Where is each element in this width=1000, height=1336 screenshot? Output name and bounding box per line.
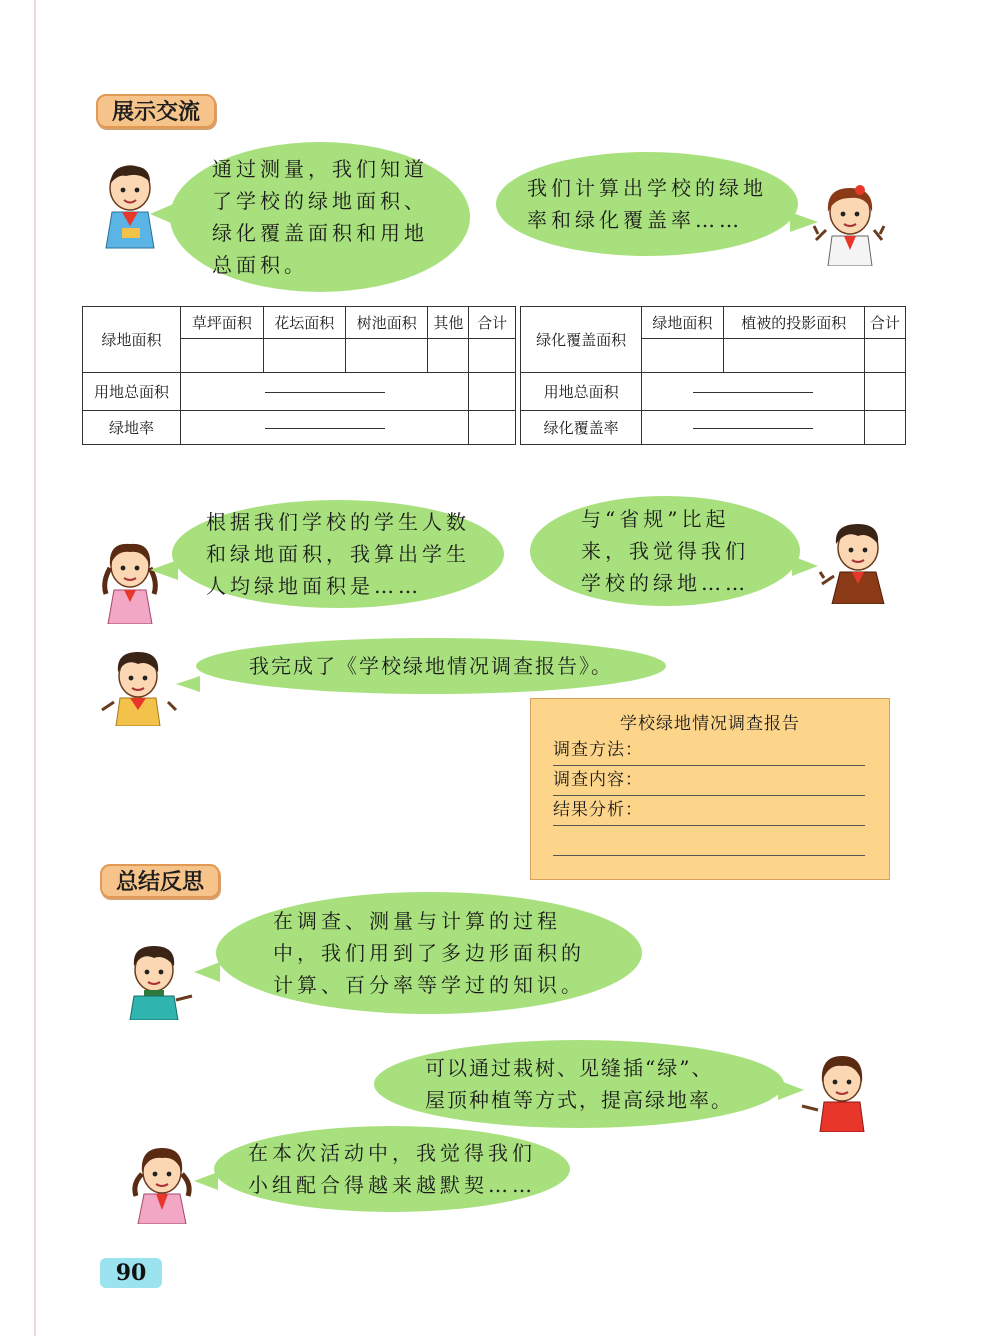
bubble-3-text: 根据我们学校的学生人数 和绿地面积，我算出学生 人均绿地面积是…… <box>206 510 470 598</box>
speech-bubble-5 <box>196 638 666 694</box>
col-other: 其他 <box>428 307 469 339</box>
report-content-line[interactable]: 调查内容： <box>553 767 865 796</box>
report-title: 学校绿地情况调查报告 <box>620 714 800 734</box>
speech-bubble-1 <box>170 142 470 292</box>
report-extra-line[interactable] <box>553 827 865 856</box>
cell-empty-4 <box>864 411 905 445</box>
section-title-share: 展示交流 <box>96 94 216 128</box>
col-total: 合计 <box>469 307 516 339</box>
cell-empty-3 <box>864 373 905 411</box>
speech-bubble-3 <box>172 500 504 608</box>
girl-illustration-1 <box>812 182 886 266</box>
input-cell-lawn[interactable] <box>181 339 263 373</box>
col-treepit-area: 树池面积 <box>346 307 428 339</box>
speech-bubble-2 <box>496 152 798 256</box>
survey-report-card <box>530 698 890 880</box>
label-green-rate: 绿地率 <box>83 411 181 445</box>
speech-bubble-4 <box>530 496 800 606</box>
bubble-4-tail <box>792 556 818 576</box>
input-land-total-area-right[interactable] <box>642 373 865 411</box>
input-land-total-area[interactable] <box>181 373 469 411</box>
boy-illustration-4 <box>118 944 194 1020</box>
label-green-area: 绿地面积 <box>83 307 181 373</box>
bubble-8-text: 在本次活动中，我觉得我们 小组配合得越来越默契…… <box>248 1141 536 1197</box>
bubble-8-tail <box>194 1172 218 1190</box>
input-cell-other[interactable] <box>428 339 469 373</box>
bubble-7-text: 可以通过栽树、见缝插“绿”、 屋顶种植等方式，提高绿地率。 <box>425 1056 733 1112</box>
input-cell-total-right[interactable] <box>864 339 905 373</box>
speech-bubble-8 <box>214 1126 570 1212</box>
girl-illustration-4 <box>124 1144 200 1224</box>
girl-illustration-2 <box>96 538 166 624</box>
input-cell-green-area[interactable] <box>642 339 723 373</box>
col-total-right: 合计 <box>864 307 905 339</box>
girl-illustration-3 <box>800 1052 876 1132</box>
bubble-6-tail <box>194 962 220 982</box>
label-land-total-area-right: 用地总面积 <box>521 373 642 411</box>
green-area-table <box>82 306 516 445</box>
col-flowerbed-area: 花坛面积 <box>263 307 345 339</box>
label-green-coverage-area: 绿化覆盖面积 <box>521 307 642 373</box>
input-cell-total[interactable] <box>469 339 516 373</box>
label-land-total-area: 用地总面积 <box>83 373 181 411</box>
input-cell-projection[interactable] <box>723 339 864 373</box>
col-lawn-area: 草坪面积 <box>181 307 263 339</box>
bubble-5-tail <box>176 676 200 692</box>
col-vegetation-projection-area: 植被的投影面积 <box>723 307 864 339</box>
report-method-line[interactable]: 调查方法： <box>553 737 865 766</box>
boy-illustration-3 <box>98 650 178 726</box>
bubble-3-tail <box>150 560 178 580</box>
input-cell-treepit[interactable] <box>346 339 428 373</box>
page-edge-line <box>34 0 36 1336</box>
label-green-coverage-rate: 绿化覆盖率 <box>521 411 642 445</box>
cell-empty-2 <box>469 411 516 445</box>
bubble-4-text: 与“省规”比起 来，我觉得我们 学校的绿地…… <box>581 507 749 595</box>
boy-illustration-2 <box>818 520 892 604</box>
cell-empty-1 <box>469 373 516 411</box>
bubble-6-text: 在调查、测量与计算的过程 中，我们用到了多边形面积的 计算、百分率等学过的知识。 <box>273 909 585 997</box>
green-coverage-table <box>520 306 906 445</box>
col-green-area: 绿地面积 <box>642 307 723 339</box>
input-green-rate[interactable] <box>181 411 469 445</box>
bubble-1-text: 通过测量，我们知道 了学校的绿地面积、 绿化覆盖面积和用地 总面积。 <box>212 157 428 277</box>
speech-bubble-7 <box>374 1040 784 1128</box>
bubble-5-text: 我完成了《学校绿地情况调查报告》。 <box>249 654 613 678</box>
speech-bubble-6 <box>216 892 642 1014</box>
bubble-2-text: 我们计算出学校的绿地 率和绿化覆盖率…… <box>527 176 767 232</box>
page-number: 90 <box>100 1258 162 1288</box>
input-green-coverage-rate[interactable] <box>642 411 865 445</box>
report-analysis-line[interactable]: 结果分析： <box>553 797 865 826</box>
bubble-1-tail <box>150 202 178 226</box>
input-cell-flowerbed[interactable] <box>263 339 345 373</box>
section-title-reflect: 总结反思 <box>100 864 220 898</box>
